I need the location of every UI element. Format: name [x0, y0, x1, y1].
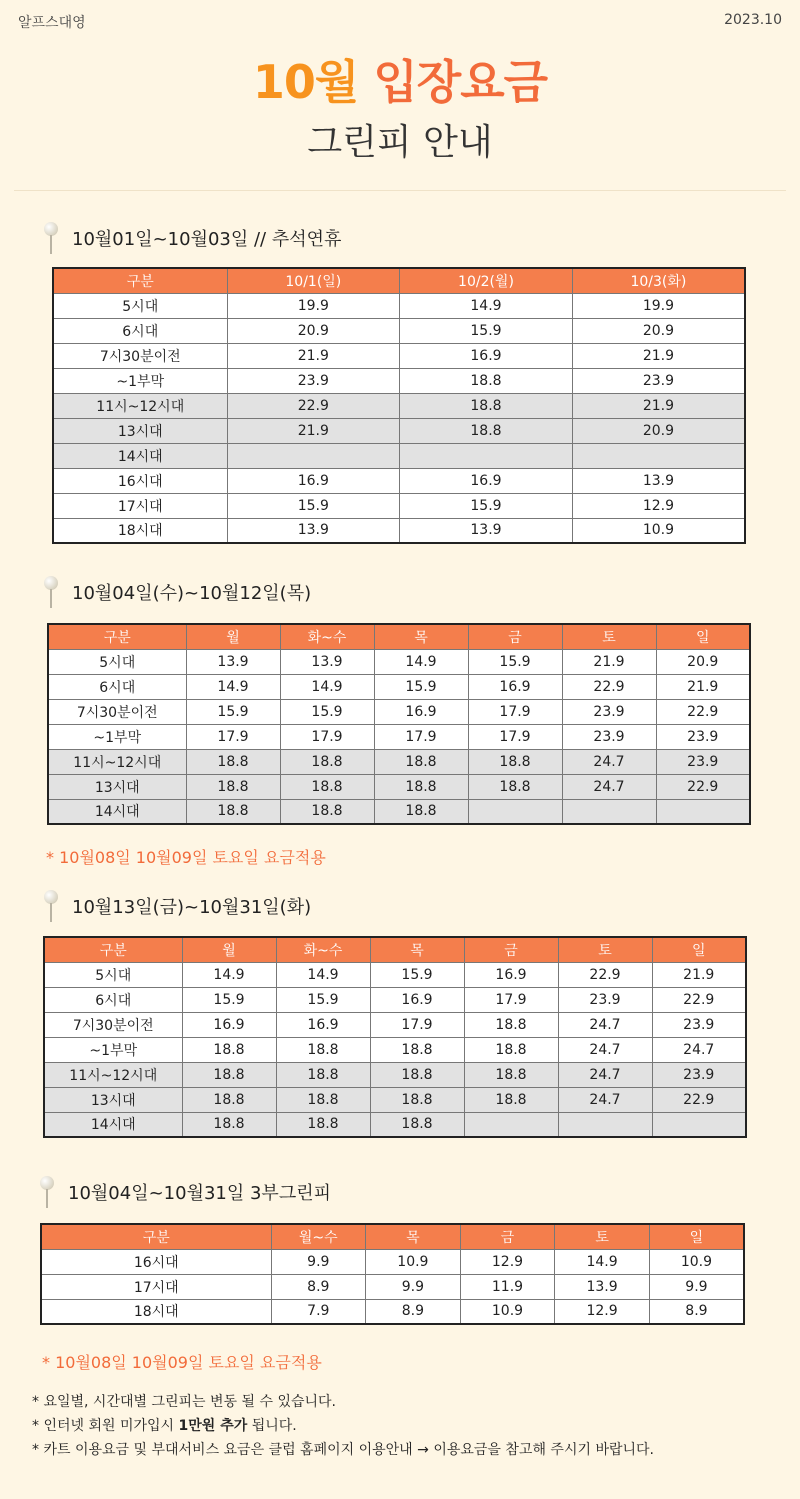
time-slot-cell: 13시대: [48, 774, 186, 799]
price-cell: 18.8: [186, 749, 280, 774]
time-slot-cell: 14시대: [48, 799, 186, 824]
price-cell: [468, 799, 562, 824]
price-cell: 16.9: [400, 468, 573, 493]
column-header: 토: [558, 937, 652, 962]
price-cell: 21.9: [652, 962, 746, 987]
column-header: 화~수: [276, 937, 370, 962]
top-bar: [18, 12, 782, 32]
column-header: 10/1(일): [227, 268, 400, 293]
section2-table: [47, 623, 751, 825]
price-cell: 19.9: [227, 293, 400, 318]
price-cell: 8.9: [366, 1299, 461, 1324]
price-cell: 13.9: [280, 649, 374, 674]
price-cell: 15.9: [400, 493, 573, 518]
table-row: [48, 674, 750, 699]
price-cell: 21.9: [572, 393, 745, 418]
column-header: 금: [464, 937, 558, 962]
price-cell: 18.8: [186, 799, 280, 824]
price-cell: 21.9: [227, 343, 400, 368]
note-line-3: * 카트 이용요금 및 부대서비스 요금은 클럽 홈페이지 이용안내 → 이용요금을 참고해 주시기 바랍니다.: [32, 1442, 654, 1458]
price-cell: 21.9: [572, 343, 745, 368]
price-cell: 17.9: [464, 987, 558, 1012]
table-row: [53, 393, 745, 418]
price-cell: 23.9: [572, 368, 745, 393]
time-slot-cell: 7시30분이전: [48, 699, 186, 724]
header-row: [48, 624, 750, 649]
price-cell: 21.9: [562, 649, 656, 674]
section4-heading-text: 10월04일~10월31일 3부그린피: [68, 1183, 331, 1204]
table-row: [48, 649, 750, 674]
price-cell: 20.9: [572, 318, 745, 343]
price-cell: 22.9: [656, 774, 750, 799]
title-month: 10월: [252, 55, 359, 109]
title-word: 입장요금: [373, 55, 548, 109]
table-row: [48, 774, 750, 799]
price-cell: 15.9: [182, 987, 276, 1012]
price-cell: 23.9: [652, 1062, 746, 1087]
section3-heading: [44, 890, 311, 922]
price-cell: [562, 799, 656, 824]
table-row: [53, 318, 745, 343]
price-cell: 17.9: [370, 1012, 464, 1037]
section4-table: [40, 1223, 745, 1325]
section4-heading: [40, 1176, 331, 1208]
table-row: [41, 1299, 744, 1324]
price-cell: 9.9: [366, 1274, 461, 1299]
price-cell: 18.8: [280, 749, 374, 774]
price-cell: 24.7: [558, 1012, 652, 1037]
pin-icon: [40, 1176, 54, 1208]
price-cell: 20.9: [227, 318, 400, 343]
table-row: [41, 1249, 744, 1274]
price-cell: 18.8: [182, 1062, 276, 1087]
column-header: 구분: [41, 1224, 271, 1249]
price-cell: 15.9: [276, 987, 370, 1012]
price-cell: 18.8: [370, 1037, 464, 1062]
note-line-2-bold: 1만원 추가: [178, 1418, 248, 1434]
table-row: [48, 699, 750, 724]
price-cell: 18.8: [280, 774, 374, 799]
price-cell: 10.9: [572, 518, 745, 543]
price-cell: 14.9: [280, 674, 374, 699]
price-cell: 18.8: [276, 1037, 370, 1062]
price-cell: 23.9: [656, 724, 750, 749]
time-slot-cell: 14시대: [53, 443, 227, 468]
price-cell: 18.8: [400, 418, 573, 443]
price-cell: 18.8: [280, 799, 374, 824]
price-cell: 18.8: [182, 1087, 276, 1112]
price-cell: 8.9: [649, 1299, 744, 1324]
header-row: [41, 1224, 744, 1249]
price-cell: 21.9: [227, 418, 400, 443]
table-row: [53, 468, 745, 493]
time-slot-cell: 5시대: [44, 962, 182, 987]
header-row: [53, 268, 745, 293]
price-cell: 18.8: [186, 774, 280, 799]
price-cell: 23.9: [652, 1012, 746, 1037]
price-cell: 18.8: [400, 368, 573, 393]
price-cell: 18.8: [464, 1037, 558, 1062]
table-row: [44, 1037, 746, 1062]
time-slot-cell: 5시대: [53, 293, 227, 318]
price-cell: 21.9: [656, 674, 750, 699]
price-cell: 17.9: [468, 724, 562, 749]
price-cell: 16.9: [464, 962, 558, 987]
table-row: [53, 518, 745, 543]
section3-table: [43, 936, 747, 1138]
price-cell: 22.9: [652, 987, 746, 1012]
price-cell: 18.8: [370, 1112, 464, 1137]
price-cell: 13.9: [572, 468, 745, 493]
time-slot-cell: 13시대: [44, 1087, 182, 1112]
price-cell: 16.9: [400, 343, 573, 368]
price-cell: 16.9: [276, 1012, 370, 1037]
price-cell: 18.8: [276, 1112, 370, 1137]
note-line-1: * 요일별, 시간대별 그린피는 변동 될 수 있습니다.: [32, 1394, 337, 1410]
header-row: [44, 937, 746, 962]
price-cell: 16.9: [370, 987, 464, 1012]
price-cell: 22.9: [562, 674, 656, 699]
column-header: 목: [374, 624, 468, 649]
column-header: 구분: [53, 268, 227, 293]
price-cell: 24.7: [558, 1087, 652, 1112]
column-header: 목: [366, 1224, 461, 1249]
table-row: [41, 1274, 744, 1299]
table-body: [53, 293, 745, 543]
time-slot-cell: 5시대: [48, 649, 186, 674]
price-cell: [400, 443, 573, 468]
price-cell: 15.9: [400, 318, 573, 343]
table-row: [48, 724, 750, 749]
price-cell: 16.9: [182, 1012, 276, 1037]
time-slot-cell: 16시대: [41, 1249, 271, 1274]
price-cell: 12.9: [460, 1249, 555, 1274]
price-cell: 22.9: [227, 393, 400, 418]
price-cell: 13.9: [186, 649, 280, 674]
column-header: 월~수: [271, 1224, 366, 1249]
time-slot-cell: 7시30분이전: [53, 343, 227, 368]
time-slot-cell: 6시대: [53, 318, 227, 343]
time-slot-cell: 11시~12시대: [44, 1062, 182, 1087]
price-cell: 18.8: [276, 1087, 370, 1112]
time-slot-cell: 17시대: [41, 1274, 271, 1299]
price-cell: 13.9: [555, 1274, 650, 1299]
time-slot-cell: 6시대: [44, 987, 182, 1012]
divider: [14, 190, 786, 191]
column-header: 금: [468, 624, 562, 649]
note-line-2-pre: * 인터넷 회원 미가입시: [32, 1418, 179, 1434]
price-cell: 10.9: [649, 1249, 744, 1274]
price-cell: 23.9: [562, 699, 656, 724]
price-cell: 17.9: [468, 699, 562, 724]
price-cell: [572, 443, 745, 468]
time-slot-cell: 14시대: [44, 1112, 182, 1137]
price-cell: 12.9: [555, 1299, 650, 1324]
section2-heading-text: 10월04일(수)~10월12일(목): [72, 583, 312, 604]
pin-icon: [44, 222, 58, 254]
price-cell: 23.9: [558, 987, 652, 1012]
price-cell: 14.9: [186, 674, 280, 699]
table-row: [53, 443, 745, 468]
column-header: 금: [460, 1224, 555, 1249]
price-cell: 24.7: [558, 1062, 652, 1087]
price-cell: 15.9: [280, 699, 374, 724]
price-cell: 18.8: [374, 799, 468, 824]
table-row: [53, 368, 745, 393]
column-header: 일: [656, 624, 750, 649]
price-cell: 22.9: [656, 699, 750, 724]
price-cell: 18.8: [182, 1112, 276, 1137]
time-slot-cell: 11시~12시대: [48, 749, 186, 774]
price-cell: 10.9: [460, 1299, 555, 1324]
column-header: 토: [562, 624, 656, 649]
note-line-2-post: 됩니다.: [247, 1418, 297, 1434]
table-row: [53, 418, 745, 443]
price-cell: 10.9: [366, 1249, 461, 1274]
column-header: 구분: [44, 937, 182, 962]
column-header: 목: [370, 937, 464, 962]
price-cell: 18.8: [370, 1062, 464, 1087]
column-header: 10/3(화): [572, 268, 745, 293]
price-cell: 23.9: [656, 749, 750, 774]
price-cell: 16.9: [374, 699, 468, 724]
time-slot-cell: 18시대: [53, 518, 227, 543]
table-row: [44, 987, 746, 1012]
price-cell: 17.9: [280, 724, 374, 749]
price-cell: [652, 1112, 746, 1137]
price-cell: 14.9: [276, 962, 370, 987]
price-cell: 9.9: [271, 1249, 366, 1274]
price-cell: 14.9: [555, 1249, 650, 1274]
section1-table: [52, 267, 746, 544]
table-row: [44, 1112, 746, 1137]
price-cell: 18.8: [468, 774, 562, 799]
table-row: [53, 493, 745, 518]
price-cell: 12.9: [572, 493, 745, 518]
price-cell: 14.9: [374, 649, 468, 674]
price-cell: 14.9: [400, 293, 573, 318]
price-cell: 18.8: [370, 1087, 464, 1112]
price-cell: 18.8: [182, 1037, 276, 1062]
price-cell: 23.9: [562, 724, 656, 749]
price-cell: 18.8: [374, 749, 468, 774]
price-cell: [656, 799, 750, 824]
time-slot-cell: 11시~12시대: [53, 393, 227, 418]
section4-note: * 10월08일 10월09일 토요일 요금적용: [42, 1353, 322, 1372]
issue-date: 2023.10: [724, 12, 782, 28]
price-cell: 18.8: [400, 393, 573, 418]
section1-heading: [44, 222, 341, 254]
table-row: [44, 1012, 746, 1037]
price-cell: 24.7: [558, 1037, 652, 1062]
time-slot-cell: ~1부막: [53, 368, 227, 393]
price-cell: 20.9: [572, 418, 745, 443]
table-row: [48, 749, 750, 774]
price-cell: 18.8: [468, 749, 562, 774]
footer-notes: [32, 1390, 654, 1462]
price-cell: 15.9: [227, 493, 400, 518]
price-cell: 22.9: [558, 962, 652, 987]
price-cell: 11.9: [460, 1274, 555, 1299]
column-header: 일: [652, 937, 746, 962]
table-row: [53, 343, 745, 368]
time-slot-cell: 7시30분이전: [44, 1012, 182, 1037]
time-slot-cell: 13시대: [53, 418, 227, 443]
price-cell: 15.9: [186, 699, 280, 724]
column-header: 일: [649, 1224, 744, 1249]
price-cell: 8.9: [271, 1274, 366, 1299]
price-cell: 16.9: [468, 674, 562, 699]
time-slot-cell: 18시대: [41, 1299, 271, 1324]
price-cell: 15.9: [370, 962, 464, 987]
note-line-2: [32, 1414, 654, 1438]
price-cell: 20.9: [656, 649, 750, 674]
column-header: 토: [555, 1224, 650, 1249]
section2-heading: [44, 576, 311, 608]
time-slot-cell: 6시대: [48, 674, 186, 699]
price-cell: [227, 443, 400, 468]
price-cell: 15.9: [468, 649, 562, 674]
price-cell: 18.8: [464, 1087, 558, 1112]
section1-heading-text: 10월01일~10월03일 // 추석연휴: [72, 229, 342, 250]
section2-note: * 10월08일 10월09일 토요일 요금적용: [46, 848, 326, 867]
price-cell: [464, 1112, 558, 1137]
price-cell: 23.9: [227, 368, 400, 393]
price-cell: 9.9: [649, 1274, 744, 1299]
column-header: 월: [186, 624, 280, 649]
table-body: [44, 962, 746, 1137]
price-cell: 16.9: [227, 468, 400, 493]
pin-icon: [44, 576, 58, 608]
column-header: 화~수: [280, 624, 374, 649]
price-cell: 24.7: [652, 1037, 746, 1062]
page-subtitle: 그린피 안내: [307, 122, 493, 163]
time-slot-cell: 16시대: [53, 468, 227, 493]
column-header: 구분: [48, 624, 186, 649]
price-cell: 18.8: [374, 774, 468, 799]
price-cell: 15.9: [374, 674, 468, 699]
time-slot-cell: ~1부막: [48, 724, 186, 749]
table-row: [44, 1062, 746, 1087]
table-body: [48, 649, 750, 824]
table-row: [44, 962, 746, 987]
price-cell: 22.9: [652, 1087, 746, 1112]
price-cell: [558, 1112, 652, 1137]
price-cell: 18.8: [464, 1012, 558, 1037]
price-cell: 17.9: [374, 724, 468, 749]
brand-name: 알프스대영: [18, 15, 86, 31]
pin-icon: [44, 890, 58, 922]
price-cell: 17.9: [186, 724, 280, 749]
table-row: [44, 1087, 746, 1112]
page-title: [0, 46, 800, 112]
price-cell: 24.7: [562, 749, 656, 774]
price-cell: 13.9: [227, 518, 400, 543]
section3-heading-text: 10월13일(금)~10월31일(화): [72, 897, 312, 918]
column-header: 월: [182, 937, 276, 962]
time-slot-cell: 17시대: [53, 493, 227, 518]
price-cell: 7.9: [271, 1299, 366, 1324]
price-cell: 18.8: [464, 1062, 558, 1087]
price-cell: 19.9: [572, 293, 745, 318]
price-cell: 14.9: [182, 962, 276, 987]
time-slot-cell: ~1부막: [44, 1037, 182, 1062]
table-row: [53, 293, 745, 318]
column-header: 10/2(월): [400, 268, 573, 293]
price-cell: 24.7: [562, 774, 656, 799]
table-body: [41, 1249, 744, 1324]
price-cell: 18.8: [276, 1062, 370, 1087]
table-row: [48, 799, 750, 824]
price-cell: 13.9: [400, 518, 573, 543]
